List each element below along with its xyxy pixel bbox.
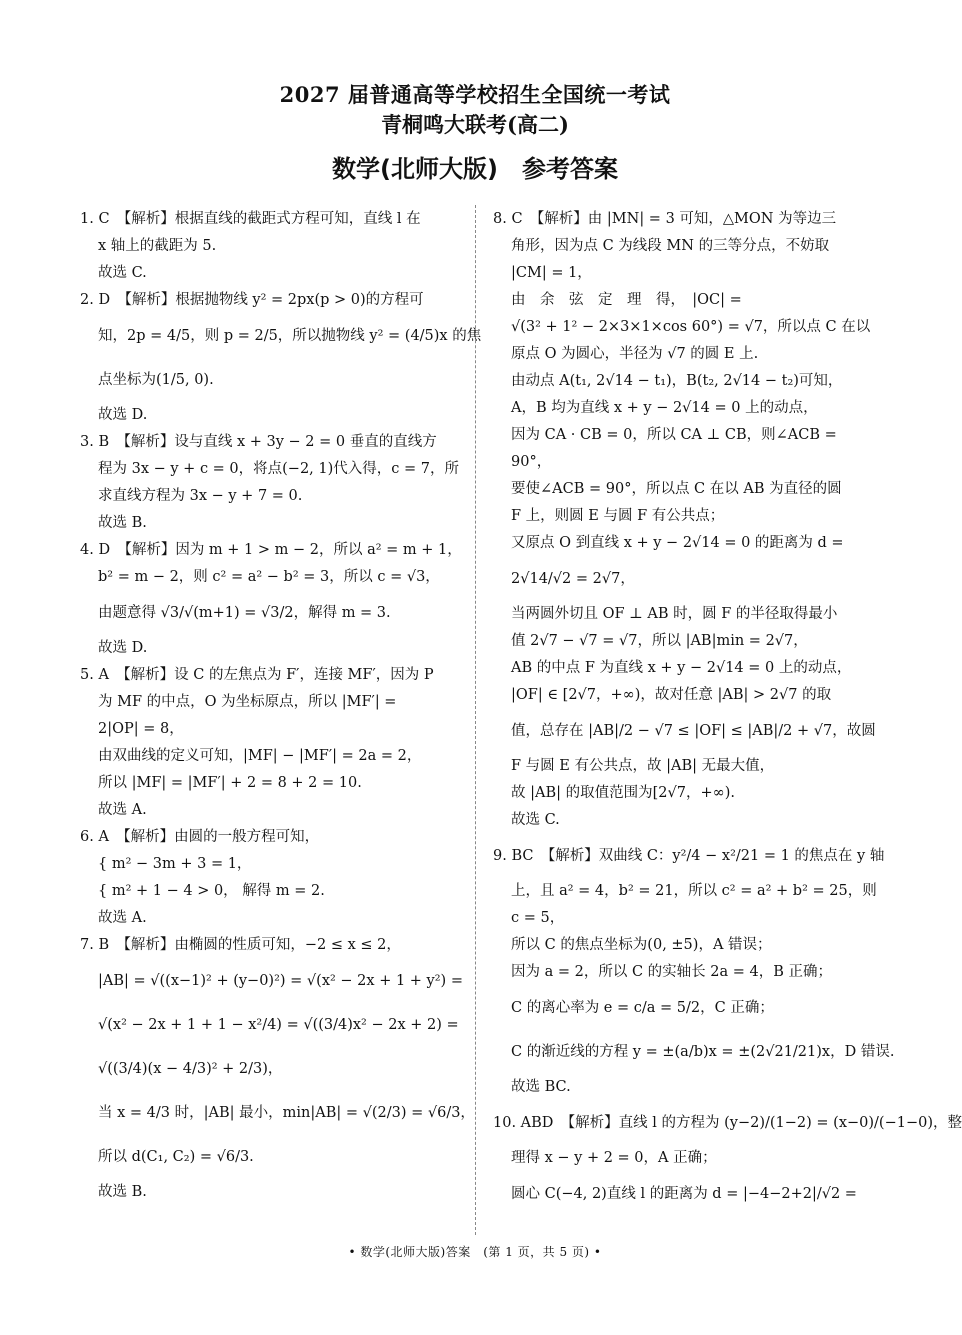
answer-line: 知，2p = 4/5，则 p = 2/5，所以抛物线 y² = (4/5)x 的焦 [98, 328, 482, 344]
answer-line: 2|OP| = 8， [98, 721, 184, 737]
column-divider [475, 205, 476, 1235]
page-title: 数学(北师大版) 参考答案 [332, 155, 618, 183]
answer-choice: 故选 C. [511, 812, 560, 828]
answer-line: 故 |AB| 的取值范围为[2√7，+∞). [511, 785, 735, 801]
page-footer: • 数学(北师大版)答案 (第 1 页，共 5 页) • [348, 1245, 602, 1259]
answer-line: 由动点 A(t₁, 2√14 − t₁)，B(t₂, 2√14 − t₂)可知， [511, 373, 843, 389]
answer-line: 当两圆外切且 OF ⊥ AB 时，圆 F 的半径取得最小 [511, 606, 838, 622]
answer-line: 所以 C 的焦点坐标为(0, ±5)，A 错误； [511, 937, 772, 953]
answer-line: C 的离心率为 e = c/a = 5/2，C 正确； [511, 1000, 774, 1016]
answer-line: 上，且 a² = 4，b² = 21，所以 c² = a² + b² = 25，则 [511, 883, 877, 899]
answer-line: AB 的中点 F 为直线 x + y − 2√14 = 0 上的动点， [511, 660, 852, 676]
answer-choice: 故选 B. [98, 515, 147, 531]
answer-line: F 与圆 E 有公共点，故 |AB| 无最大值， [511, 758, 775, 774]
answer-choice: 故选 D. [98, 640, 148, 656]
answer-line: x 轴上的截距为 5. [98, 238, 217, 254]
answer-line: 点坐标为(1/5, 0). [98, 372, 214, 388]
answer-choice: 故选 B. [98, 1184, 147, 1200]
answer-line: 9. BC 【解析】双曲线 C：y²/4 − x²/21 = 1 的焦点在 y 轴 [493, 848, 885, 864]
answer-line: 圆心 C(−4, 2)直线 l 的距离为 d = |−4−2+2|/√2 = [511, 1186, 857, 1202]
answer-line: 2√14/√2 = 2√7， [511, 571, 635, 587]
question-4 [80, 537, 462, 662]
answer-line: 10. ABD 【解析】直线 l 的方程为 (y−2)/(1−2) = (x−0)/(−1−0)，整 [493, 1115, 962, 1131]
answer-line: 求直线方程为 3x − y + 7 = 0. [98, 488, 303, 504]
answer-line: 为 MF 的中点，O 为坐标原点，所以 |MF′| = [98, 694, 397, 710]
answer-line: 所以 |MF| = |MF′| + 2 = 8 + 2 = 10. [98, 775, 362, 791]
answer-line: C 的渐近线的方程 y = ±(a/b)x = ±(2√21/21)x，D 错误. [511, 1044, 895, 1060]
question-8 [493, 206, 876, 834]
answer-line: 由题意得 √3/√(m+1) = √3/2，解得 m = 3. [98, 605, 391, 621]
answer-line: 6. A 【解析】由圆的一般方程可知， [80, 829, 320, 845]
exam-subtitle: 青桐鸣大联考(高二) [381, 112, 569, 137]
answer-line: 角形，因为点 C 为线段 MN 的三等分点，不妨取 [511, 238, 830, 254]
answer-line: 3. B 【解析】设与直线 x + 3y − 2 = 0 垂直的直线方 [80, 434, 437, 450]
answer-line: b² = m − 2，则 c² = a² − b² = 3，所以 c = √3， [98, 569, 440, 585]
answer-choice: 故选 A. [98, 910, 147, 926]
answer-line: A，B 均为直线 x + y − 2√14 = 0 上的动点， [511, 400, 818, 416]
exam-title: 2027 届普通高等学校招生全国统一考试 [279, 82, 671, 107]
answer-line: 值 2√7 − √7 = √7，所以 |AB|min = 2√7， [511, 633, 808, 649]
answer-line: |AB| = √((x−1)² + (y−0)²) = √(x² − 2x + 1 + y²) = [98, 973, 463, 989]
answer-line: 2. D 【解析】根据抛物线 y² = 2px(p > 0)的方程可 [80, 292, 424, 308]
question-1 [80, 206, 458, 287]
answer-line: 8. C 【解析】由 |MN| = 3 可知，△MON 为等边三 [493, 211, 837, 227]
answer-line: c = 5， [511, 910, 565, 926]
answer-line: 当 x = 4/3 时，|AB| 最小，min|AB| = √(2/3) = √6/3， [98, 1105, 475, 1121]
question-7 [80, 932, 475, 1206]
answer-line: 因为 a = 2，所以 C 的实轴长 2a = 4，B 正确； [511, 964, 832, 980]
question-5 [80, 662, 458, 824]
answer-choice: 故选 C. [98, 265, 147, 281]
question-10 [493, 1101, 962, 1216]
answer-line: F 上，则圆 E 与圆 F 有公共点； [511, 508, 725, 524]
question-9 [493, 834, 895, 1101]
answer-line: 4. D 【解析】因为 m + 1 > m − 2，所以 a² = m + 1， [80, 542, 462, 558]
question-6 [80, 824, 458, 932]
answer-line: 5. A 【解析】设 C 的左焦点为 F′，连接 MF′，因为 P [80, 667, 434, 683]
answer-choice: 故选 D. [98, 407, 148, 423]
answer-line: 又原点 O 到直线 x + y − 2√14 = 0 的距离为 d = [511, 535, 844, 551]
right-column [493, 206, 962, 1216]
answer-line: 由双曲线的定义可知，|MF| − |MF′| = 2a = 2， [98, 748, 422, 764]
answer-line: 理得 x − y + 2 = 0，A 正确； [511, 1150, 717, 1166]
answer-line: 程为 3x − y + c = 0，将点(−2, 1)代入得，c = 7，所 [98, 461, 459, 477]
answer-line: 1. C 【解析】根据直线的截距式方程可知，直线 l 在 [80, 211, 421, 227]
answer-line: |CM| = 1， [511, 265, 592, 281]
answer-line: 所以 d(C₁, C₂) = √6/3. [98, 1149, 254, 1165]
answer-line: 原点 O 为圆心，半径为 √7 的圆 E 上. [511, 346, 759, 362]
answer-line: √(x² − 2x + 1 + 1 − x²/4) = √((3/4)x² − 2x + 2) = [98, 1017, 459, 1033]
answer-line: 90°， [511, 454, 552, 470]
answer-line: 因为 CA · CB = 0，所以 CA ⊥ CB，则∠ACB = [511, 427, 837, 443]
page-header [0, 80, 950, 186]
answer-line: 7. B 【解析】由椭圆的性质可知，−2 ≤ x ≤ 2， [80, 937, 401, 953]
answer-line: 要使∠ACB = 90°，所以点 C 在以 AB 为直径的圆 [511, 481, 842, 497]
answer-choice: 故选 BC. [511, 1079, 571, 1095]
answer-line: 由 余 弦 定 理 得， |OC| = [511, 292, 742, 308]
question-2 [80, 287, 482, 429]
answer-line: { m² + 1 − 4 > 0， 解得 m = 2. [98, 883, 325, 899]
answer-line: √((3/4)(x − 4/3)² + 2/3)， [98, 1061, 283, 1077]
left-column [80, 206, 482, 1206]
answer-line: { m² − 3m + 3 = 1， [98, 856, 252, 872]
answer-line: 值，总存在 |AB|/2 − √7 ≤ |OF| ≤ |AB|/2 + √7，故圆 [511, 723, 876, 739]
answer-line: √(3² + 1² − 2×3×1×cos 60°) = √7，所以点 C 在以 [511, 319, 871, 335]
question-3 [80, 429, 458, 537]
answer-line: |OF| ∈ [2√7，+∞)，故对任意 |AB| > 2√7 的取 [511, 687, 832, 703]
answer-choice: 故选 A. [98, 802, 147, 818]
